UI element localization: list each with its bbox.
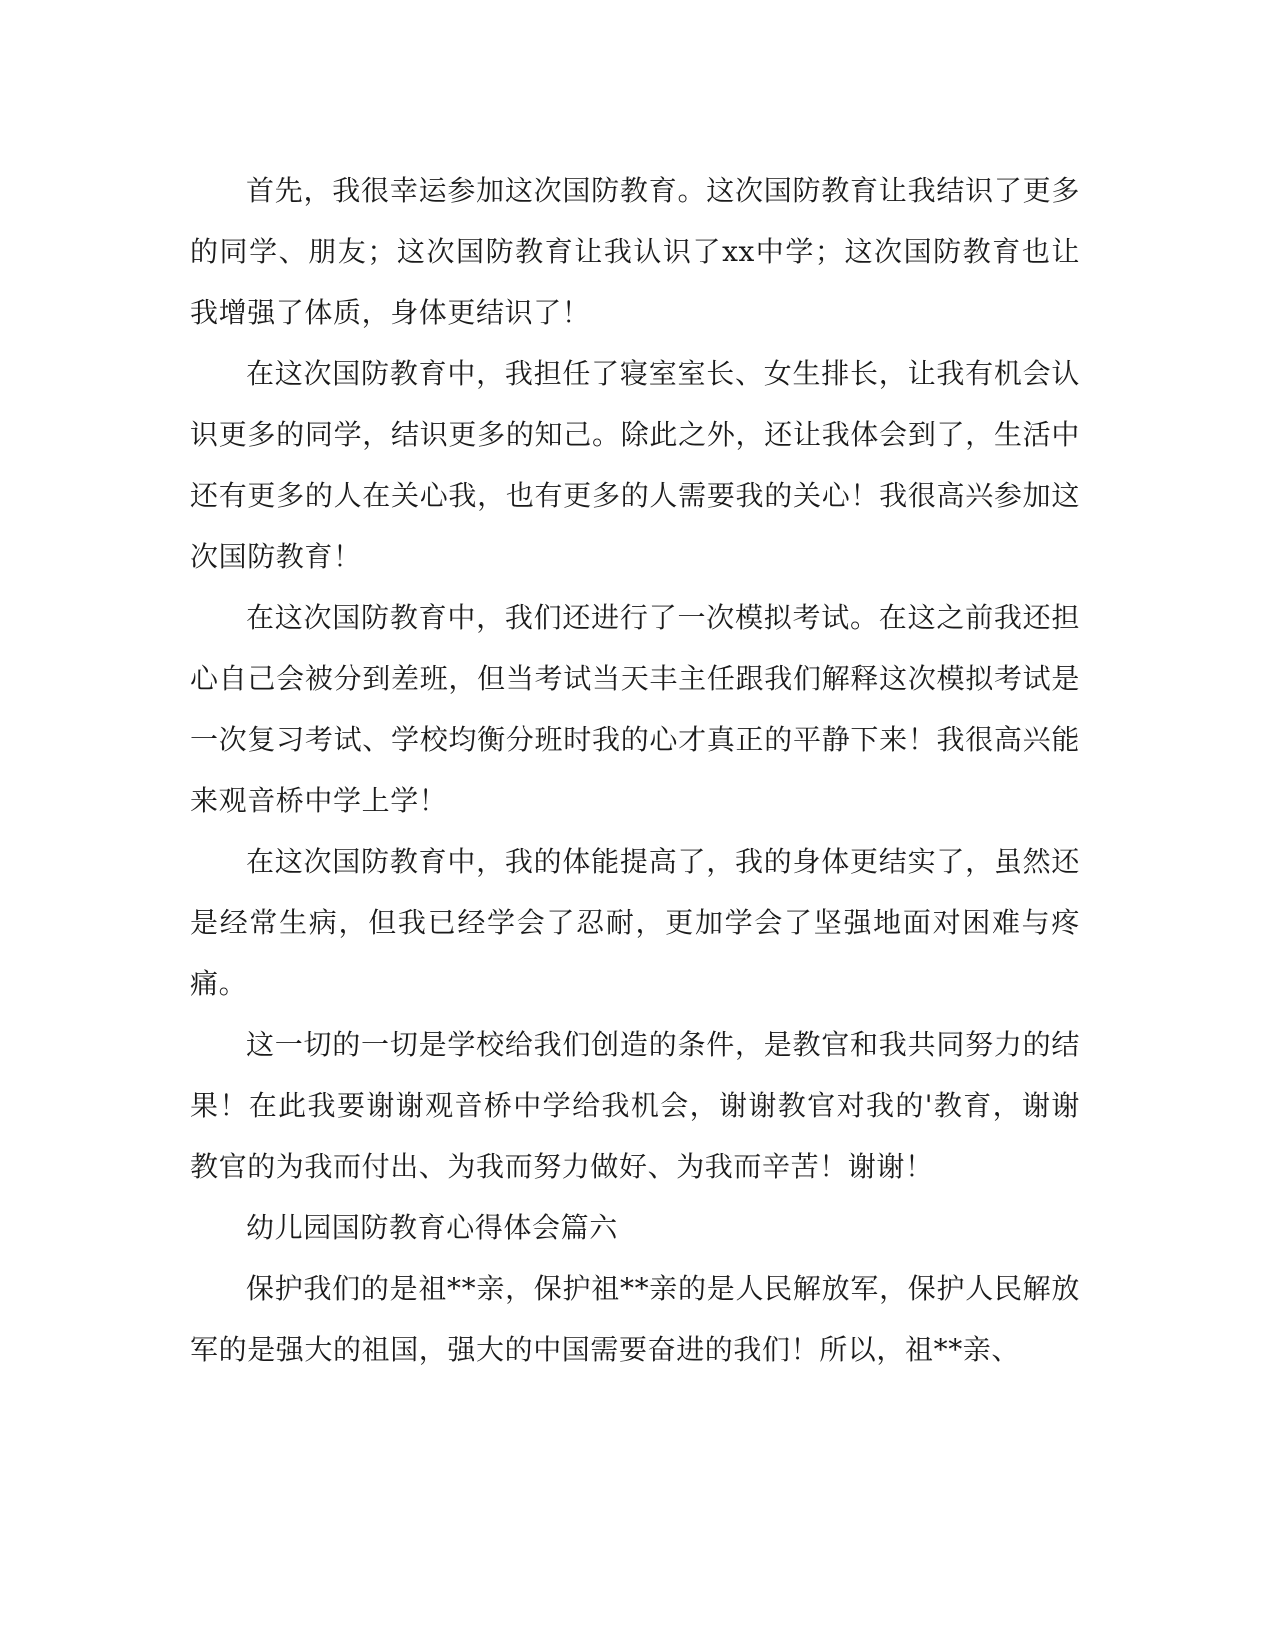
paragraph-6: 保护我们的是祖**亲，保护祖**亲的是人民解放军，保护人民解放军的是强大的祖国，强大的中国需要奋进的我们！所以，祖**亲、 xyxy=(190,1272,1080,1366)
document-body xyxy=(190,160,1080,1380)
paragraph-3: 在这次国防教育中，我们还进行了一次模拟考试。在这之前我还担心自己会被分到差班，但当考试当天丰主任跟我们解释这次模拟考试是一次复习考试、学校均衡分班时我的心才真正的平静下来！我很高兴能来观音桥中学上学！ xyxy=(190,601,1080,817)
paragraph-5: 这一切的一切是学校给我们创造的条件，是教官和我共同努力的结果！在此我要谢谢观音桥中学给我机会，谢谢教官对我的'教育，谢谢教官的为我而付出、为我而努力做好、为我而辛苦！谢谢！ xyxy=(190,1028,1080,1183)
paragraph-4: 在这次国防教育中，我的体能提高了，我的身体更结实了，虽然还是经常生病，但我已经学会了忍耐，更加学会了坚强地面对困难与疼痛。 xyxy=(190,845,1080,1000)
paragraph-1: 首先，我很幸运参加这次国防教育。这次国防教育让我结识了更多的同学、朋友；这次国防教育让我认识了xx中学；这次国防教育也让我增强了体质，身体更结识了！ xyxy=(190,174,1080,329)
paragraph-2: 在这次国防教育中，我担任了寝室室长、女生排长，让我有机会认识更多的同学，结识更多的知己。除此之外，还让我体会到了，生活中还有更多的人在关心我，也有更多的人需要我的关心！我很高兴参加这次国防教育！ xyxy=(190,357,1080,573)
section-heading: 幼儿园国防教育心得体会篇六 xyxy=(246,1211,618,1244)
